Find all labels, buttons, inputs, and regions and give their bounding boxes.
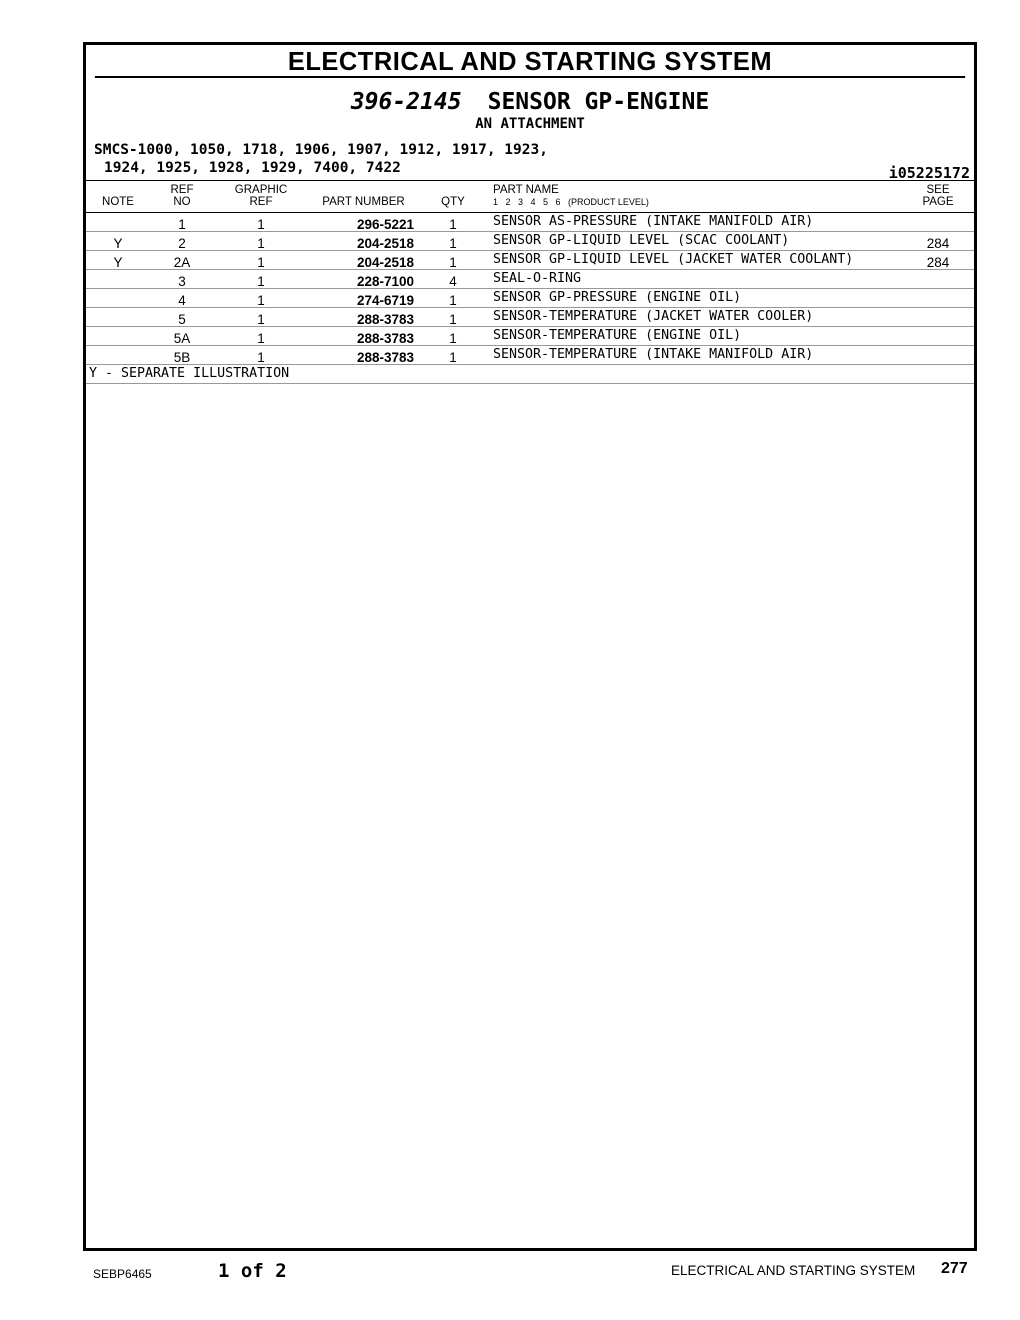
header-graphic-bottom: REF (249, 196, 273, 208)
ref-cell: 2A (173, 255, 191, 270)
smcs-line-1: SMCS-1000, 1050, 1718, 1906, 1907, 1912, 1917, 1923, (94, 142, 548, 158)
header-product-levels: 1 2 3 4 5 6 (PRODUCT LEVEL) (493, 197, 649, 207)
graphic-ref-cell: 1 (257, 293, 265, 308)
header-see-bottom: PAGE (922, 196, 954, 208)
footnote (86, 365, 974, 384)
graphic-ref-cell: 1 (257, 255, 265, 270)
part-number-cell: 296-5221 (356, 217, 414, 232)
header-part-name: PART NAME (493, 184, 559, 196)
qty-cell: 1 (449, 255, 457, 270)
graphic-ref-cell: 1 (257, 236, 265, 251)
part-number-cell: 288-3783 (356, 350, 414, 365)
part-number-cell: 288-3783 (356, 312, 414, 327)
part-number-cell: 274-6719 (356, 293, 414, 308)
qty-cell: 1 (449, 236, 457, 251)
table-row (86, 213, 974, 232)
part-number-cell: 204-2518 (356, 236, 414, 251)
table-row (86, 251, 974, 270)
part-name-cell: SEAL-O-RING (493, 271, 582, 286)
group-title (86, 88, 974, 116)
qty-cell: 1 (449, 293, 457, 308)
footer-section-title: ELECTRICAL AND STARTING SYSTEM (671, 1263, 916, 1278)
group-number: 396-2145 (350, 89, 462, 115)
header-graphic-top: GRAPHIC (234, 184, 288, 196)
part-number-cell: 204-2518 (356, 255, 414, 270)
header-part-number: PART NUMBER (322, 196, 405, 208)
page-frame (83, 42, 977, 1251)
table-row (86, 289, 974, 308)
ref-cell: 5A (173, 331, 191, 346)
header-qty: QTY (441, 196, 465, 208)
ref-cell: 3 (178, 274, 186, 289)
part-name-cell: SENSOR-TEMPERATURE (JACKET WATER COOLER) (493, 309, 814, 324)
qty-cell: 1 (449, 331, 457, 346)
document-id: SEBP6465 (93, 1267, 152, 1281)
qty-cell: 1 (449, 217, 457, 232)
part-number-cell: 228-7100 (356, 274, 414, 289)
group-name: SENSOR GP-ENGINE (487, 89, 710, 115)
ref-cell: 2 (178, 236, 186, 251)
illustration-id: i05225172 (888, 164, 970, 182)
header-see-top: SEE (926, 184, 950, 196)
ref-cell: 5B (173, 350, 191, 365)
ref-cell: 5 (178, 312, 186, 327)
part-name-cell: SENSOR GP-PRESSURE (ENGINE OIL) (493, 290, 742, 305)
ref-cell: 1 (178, 217, 186, 232)
graphic-ref-cell: 1 (257, 274, 265, 289)
see-page-cell: 284 (926, 255, 950, 270)
smcs-line-2: 1924, 1925, 1928, 1929, 7400, 7422 (104, 160, 401, 176)
header-note: NOTE (102, 196, 134, 208)
page-of-count: 1 of 2 (218, 1260, 287, 1282)
smcs-block (86, 138, 974, 180)
graphic-ref-cell: 1 (257, 312, 265, 327)
table-row (86, 232, 974, 251)
qty-cell: 1 (449, 312, 457, 327)
header-ref-bottom: NO (173, 196, 191, 208)
note-cell: Y (113, 255, 123, 270)
part-name-cell: SENSOR AS-PRESSURE (INTAKE MANIFOLD AIR) (493, 214, 814, 229)
table-row (86, 327, 974, 346)
header-ref-top: REF (170, 184, 194, 196)
footnote-text: Y - SEPARATE ILLUSTRATION (89, 366, 290, 381)
table-row (86, 308, 974, 327)
graphic-ref-cell: 1 (257, 331, 265, 346)
part-name-cell: SENSOR GP-LIQUID LEVEL (JACKET WATER COOLANT) (493, 252, 854, 267)
page-footer (0, 1258, 1020, 1288)
ref-cell: 4 (178, 293, 186, 308)
table-row (86, 346, 974, 365)
part-number-cell: 288-3783 (356, 331, 414, 346)
qty-cell: 4 (449, 274, 457, 289)
part-name-cell: SENSOR-TEMPERATURE (ENGINE OIL) (493, 328, 742, 343)
table-header (86, 180, 974, 213)
graphic-ref-cell: 1 (257, 217, 265, 232)
see-page-cell: 284 (926, 236, 950, 251)
part-name-cell: SENSOR GP-LIQUID LEVEL (SCAC COOLANT) (493, 233, 790, 248)
parts-table-body (86, 213, 974, 384)
part-name-cell: SENSOR-TEMPERATURE (INTAKE MANIFOLD AIR) (493, 347, 814, 362)
group-subtitle: AN ATTACHMENT (475, 116, 585, 132)
qty-cell: 1 (449, 350, 457, 365)
section-title: ELECTRICAL AND STARTING SYSTEM (95, 45, 965, 78)
graphic-ref-cell: 1 (257, 350, 265, 365)
note-cell: Y (113, 236, 123, 251)
table-row (86, 270, 974, 289)
page-number: 277 (941, 1260, 968, 1277)
